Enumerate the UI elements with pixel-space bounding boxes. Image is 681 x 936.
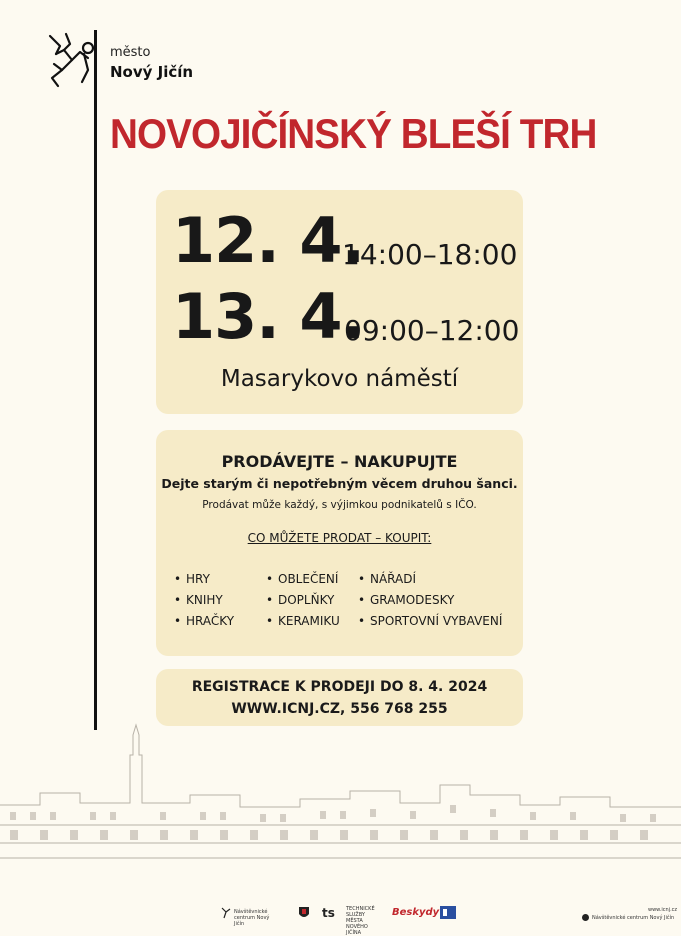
list-item: • DOPLŇKY	[266, 590, 340, 611]
page-title: NOVOJIČÍNSKÝ BLEŠÍ TRH	[110, 110, 597, 157]
list-item: • HRAČKY	[174, 611, 234, 632]
partner-visitor-center: Návštěvnické centrum Nový Jičín	[234, 909, 270, 927]
info-note: Prodávat může každý, s výjimkou podnikatelů s IČO.	[202, 499, 477, 511]
date-1: 12. 4.	[172, 204, 365, 277]
region-logo-icon	[440, 906, 456, 919]
info-card	[156, 430, 523, 656]
list-heading: CO MŮŽETE PRODAT – KOUPIT:	[247, 531, 432, 545]
dates-card	[156, 190, 523, 414]
list-item: • KNIHY	[174, 590, 234, 611]
info-headline: PRODÁVEJTE – NAKUPUJTE	[221, 452, 458, 471]
facebook-page[interactable]: Návštěvnické centrum Nový Jičín	[592, 915, 675, 921]
time-2: 09:00–12:00	[344, 314, 520, 347]
items-column-1	[174, 569, 234, 632]
list-item: • KERAMIKU	[266, 611, 340, 632]
list-item: • HRY	[174, 569, 234, 590]
city-logo-icon	[44, 30, 99, 92]
list-item: • OBLEČENÍ	[266, 569, 340, 590]
ts-logo-icon: ts	[322, 906, 335, 920]
items-column-3	[358, 569, 502, 632]
city-name: Nový Jičín	[110, 63, 194, 81]
coat-of-arms-icon	[298, 906, 310, 920]
list-item: • SPORTOVNÍ VYBAVENÍ	[358, 611, 502, 632]
list-item: • NÁŘADÍ	[358, 569, 502, 590]
partner-beskydy: Beskydy	[392, 907, 440, 918]
visitor-center-logo-icon	[220, 906, 232, 920]
list-item: • GRAMODESKY	[358, 590, 502, 611]
partner-technical-services: TECHNICKÉ SLUŽBY MĚSTA NOVÉHO JIČÍNA	[346, 906, 375, 936]
vertical-line	[94, 30, 97, 730]
registration-deadline: REGISTRACE K PRODEJI DO 8. 4. 2024	[191, 679, 488, 695]
info-subline: Dejte starým či nepotřebným věcem druhou šanci.	[161, 476, 518, 491]
registration-contact: WWW.ICNJ.CZ, 556 768 255	[231, 701, 448, 717]
facebook-icon	[582, 914, 589, 921]
website[interactable]: www.icnj.cz	[648, 907, 678, 913]
city-label: město	[110, 45, 151, 60]
town-skyline-illustration	[0, 715, 681, 865]
place: Masarykovo náměstí	[220, 366, 459, 392]
items-column-2	[266, 569, 340, 632]
time-1: 14:00–18:00	[342, 238, 518, 271]
date-2: 13. 4.	[172, 280, 365, 353]
